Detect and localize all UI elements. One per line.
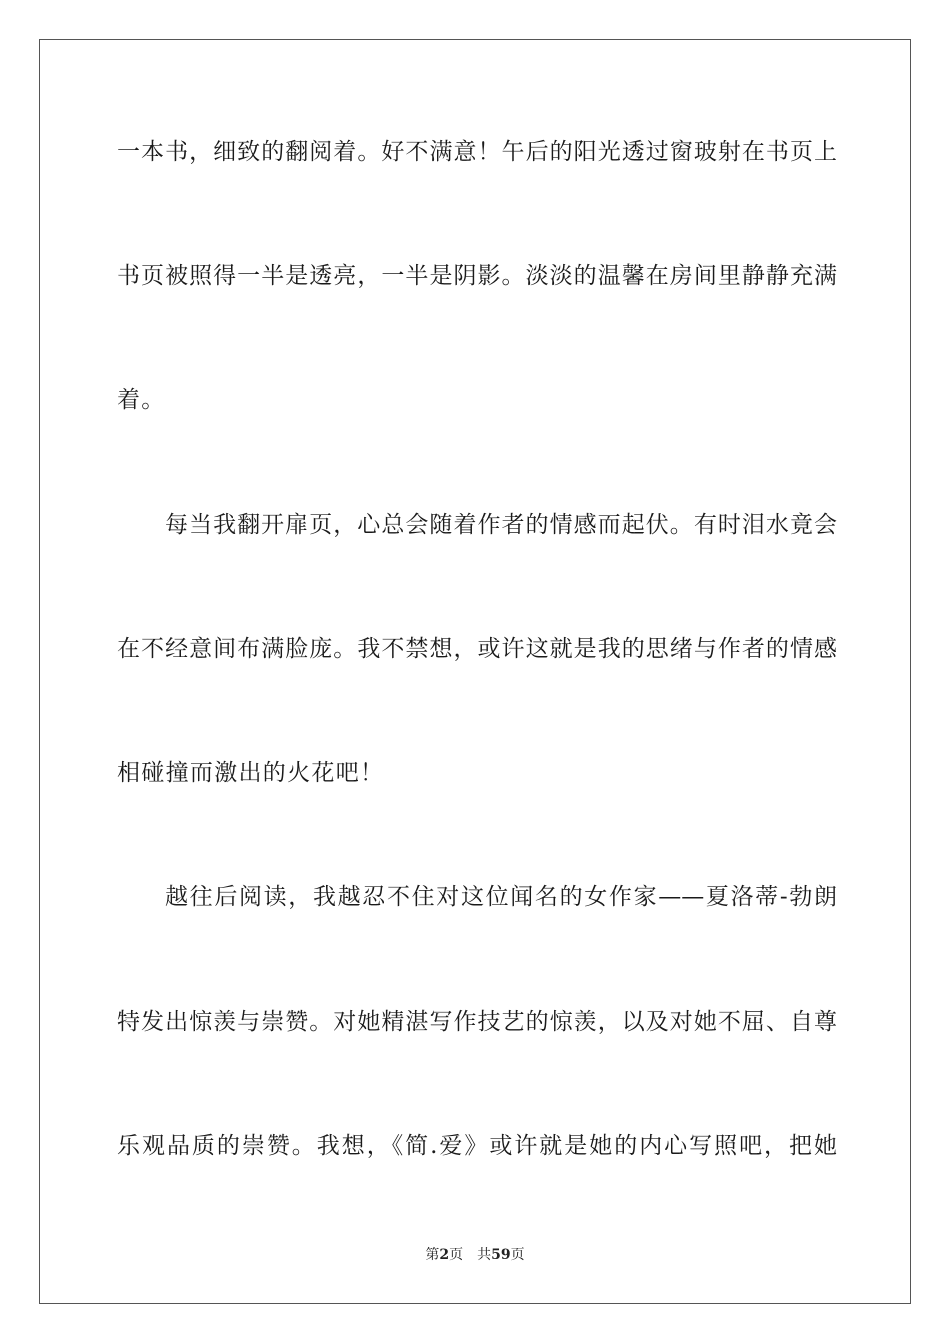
- paragraph-line-9: 乐观品质的崇赞。我想，《简.爱》或许就是她的内心写照吧，把她: [117, 1133, 837, 1159]
- total-label-prefix: 共: [477, 1247, 492, 1263]
- paragraph-line-3: 着。: [117, 387, 166, 413]
- page-footer: [0, 1246, 950, 1264]
- paragraph-line-7: 越往后阅读，我越忍不住对这位闻名的女作家——夏洛蒂-勃朗: [165, 884, 837, 910]
- paragraph-line-8: 特发出惊羡与崇赞。对她精湛写作技艺的惊羡，以及对她不屈、自尊: [117, 1009, 837, 1035]
- paragraph-line-4: 每当我翻开扉页，心总会随着作者的情感而起伏。有时泪水竟会: [165, 512, 837, 538]
- page-border: [39, 39, 911, 1304]
- paragraph-line-2: 书页被照得一半是透亮，一半是阴影。淡淡的温馨在房间里静静充满: [117, 263, 837, 289]
- page-label-suffix: 页: [449, 1247, 464, 1263]
- total-label-suffix: 页: [510, 1247, 525, 1263]
- paragraph-line-1: 一本书，细致的翻阅着。好不满意！午后的阳光透过窗玻射在书页上: [117, 139, 837, 165]
- paragraph-line-5: 在不经意间布满脸庞。我不禁想，或许这就是我的思绪与作者的情感: [117, 636, 837, 662]
- page-label-prefix: 第: [425, 1247, 440, 1263]
- total-pages-number: 59: [491, 1247, 511, 1263]
- paragraph-line-6: 相碰撞而激出的火花吧！: [117, 760, 385, 786]
- current-page-number: 2: [439, 1247, 450, 1263]
